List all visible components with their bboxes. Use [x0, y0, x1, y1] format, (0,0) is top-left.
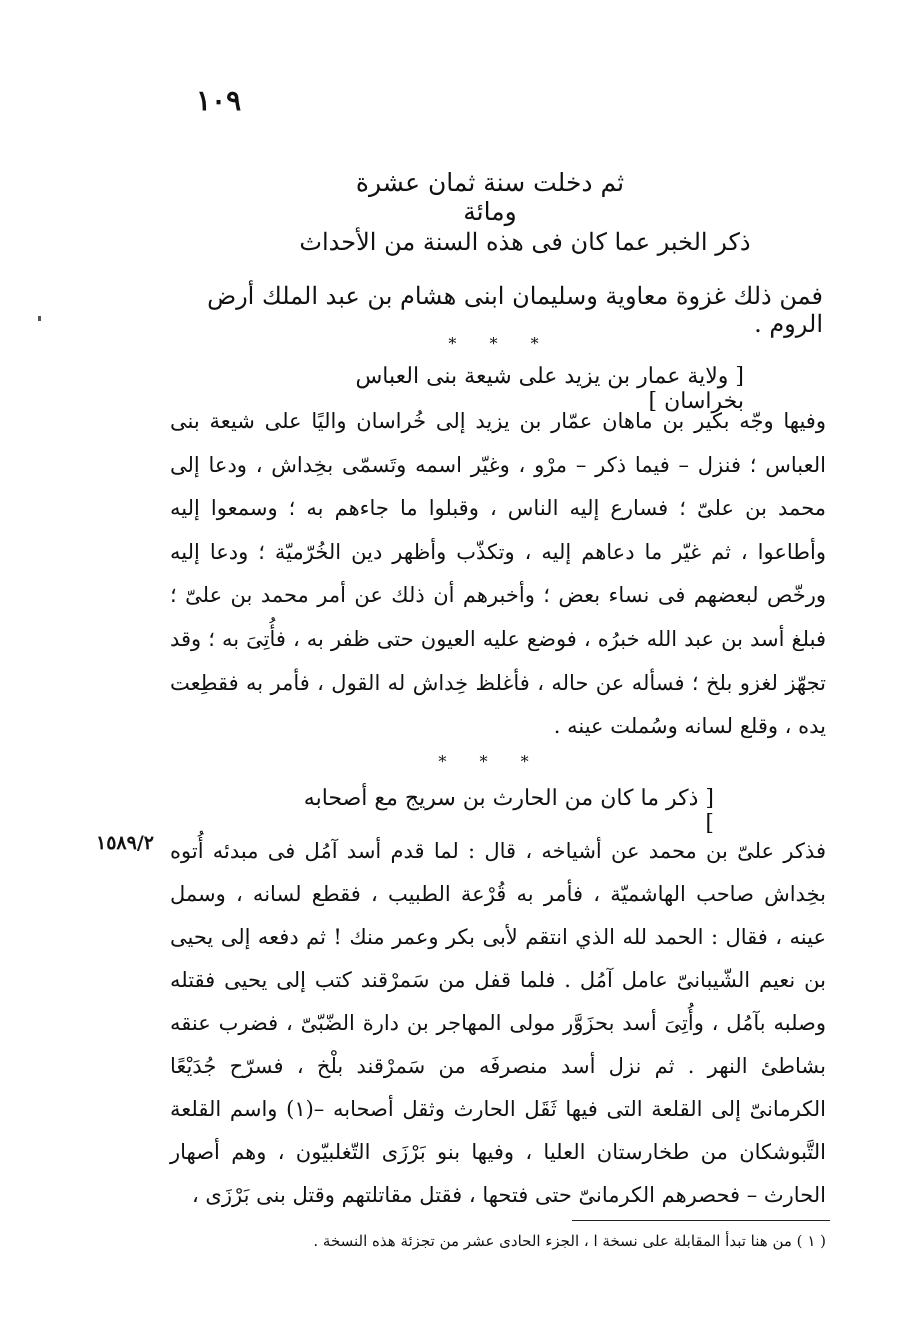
intro-line: فمن ذلك غزوة معاوية وسليمان ابنى هشام بن عبد الملك أرض الروم . [207, 282, 823, 338]
footnote: ( ١ ) من هنا تبدأ المقابلة على نسخة ا ، الجزء الحادى عشر من تجزئة هذه النسخة . [313, 1232, 826, 1250]
subheading-ammar: [ ولاية عمار بن يزيد على شيعة بنى العباس بخراسان ] [355, 364, 744, 414]
footnote-divider [572, 1220, 830, 1221]
separator-stars: * * * [438, 752, 543, 771]
paragraph-asad: فذكر علىّ بن محمد عن أشياخه ، قال : لما قدم أسد آمُل فى مبدئه أُتوه بخِداش صاحب الهاشميّة ، فأمر به قُرْعة الطبيب ، فقطع لسانه ، وسمل عينه ، فقال : الحمد لله الذي انتقم لأبى بكر وعمر منك ! ثم دفعه إلى يحيى بن نعيم الشّيبانىّ عامل آمُل . فلما قفل من سَمرْقند كتب إلى يحيى فقتله وصلبه بآمُل ، وأُتِىَ أسد بحزَوَّر مولى المهاجر بن دارة الضّبّىّ ، فضرب عنقه بشاطئ النهر . ثم نزل أسد منصرفَه من سَمرْقند بلْخ ، فسرّح جُدَيْعًا الكرمانىّ إلى القلعة التى فيها ثَقَل الحارث وثقل أصحابه –(١) واسم القلعة التَّبوشكان من طخارستان العليا ، وفيها بنو بَرْزَى التّغلبيّون ، وهم أصهار الحارث – فحصرهم الكرمانىّ حتى فتحها ، فقتل مقاتلتهم وقتل بنى بَرْزَى ، [170, 839, 826, 1207]
separator-stars: * * * [448, 334, 553, 353]
margin-mark [38, 316, 41, 321]
section-heading: ذكر الخبر عما كان فى هذه السنة من الأحداث [299, 228, 751, 256]
page-number: ١٠٩ [196, 84, 242, 117]
margin-reference: ١٥٨٩/٢ [96, 832, 154, 854]
subheading-harith: [ ذكر ما كان من الحارث بن سريج مع أصحابه ] [303, 786, 714, 836]
year-title: ثم دخلت سنة ثمان عشرة ومائة [355, 168, 625, 226]
paragraph-khidash: وفيها وجّه بكير بن ماهان عمّار بن يزيد إلى خُراسان واليًا على شيعة بنى العباس ؛ فنزل – فيما ذكر – مرْو ، وغيّر اسمه وتَسمّى بخِداش ، ودعا إلى محمد بن علىّ ؛ فسارع إليه الناس ، وقبلوا ما جاءهم به ؛ وسمعوا إليه وأطاعوا ، ثم غيّر ما دعاهم إليه ، وتكذّب وأظهر دين الخُرّميّة ؛ ودعا إليه ورخّص لبعضهم فى نساء بعض ؛ وأخبرهم أن ذلك عن أمر محمد بن علىّ ؛ فبلغ أسد بن عبد الله خبرُه ، فوضع عليه العيون حتى ظفر به ، فأُتِىَ به ؛ وقد تجهّز لغزو بلخ ؛ فسأله عن حاله ، فأغلظ خِداش له القول ، فأمر به فقطِعت يده ، وقلع لسانه وسُملت عينه . [170, 409, 826, 739]
